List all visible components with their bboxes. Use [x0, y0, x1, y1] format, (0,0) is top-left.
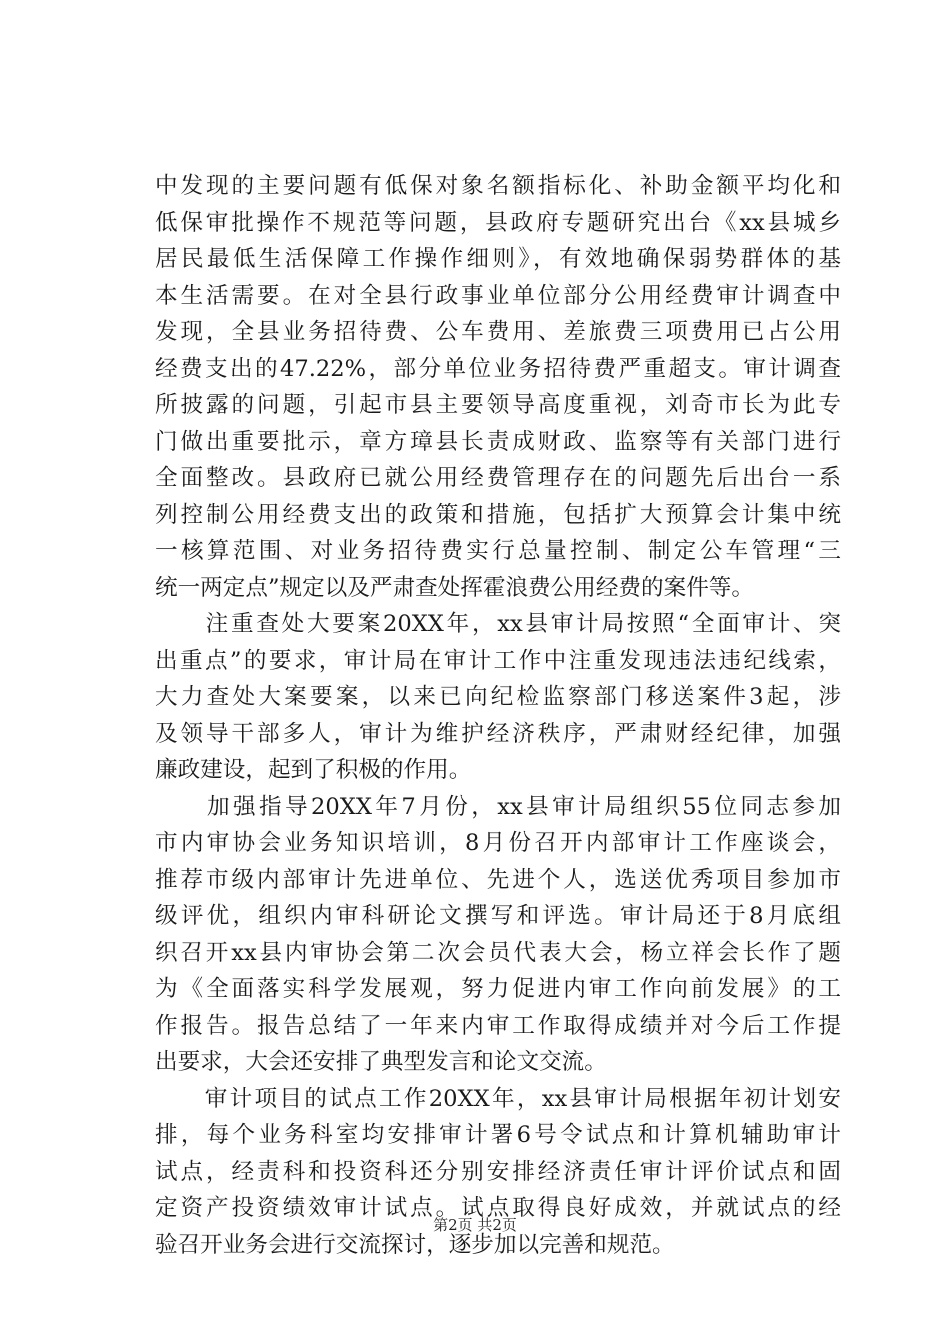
- text-line: 中发现的主要问题有低保对象名额指标化、补助金额平均化和: [155, 173, 841, 199]
- text-line: 定资产投资绩效审计试点。试点取得良好成效，并就试点的经: [155, 1195, 841, 1221]
- text-line: 经费支出的47.22%，部分单位业务招待费严重超支。审计调查: [155, 355, 841, 382]
- text-line: 所披露的问题，引起市县主要领导高度重视，刘奇市长为此专: [155, 392, 841, 418]
- text-line: 大力查处大案要案，以来已向纪检监察部门移送案件3起，涉: [155, 684, 841, 710]
- text-line: 为《全面落实科学发展观，努力促进内审工作向前发展》的工: [155, 976, 841, 1002]
- text-line: 一核算范围、对业务招待费实行总量控制、制定公车管理“三: [155, 538, 841, 564]
- text-line: 本生活需要。在对全县行政事业单位部分公用经费审计调查中: [155, 282, 841, 309]
- text-line: 注重查处大要案20XX年，xx县审计局按照“全面审计、突: [155, 611, 841, 637]
- text-line: 加强指导20XX年7月份，xx县审计局组织55位同志参加: [155, 793, 841, 820]
- paragraph-end-line: 廉政建设，起到了积极的作用。: [155, 757, 472, 783]
- text-line: 居民最低生活保障工作操作细则》，有效地确保弱势群体的基: [155, 246, 841, 272]
- text-line: 出重点”的要求，审计局在审计工作中注重发现违法违纪线索，: [155, 647, 841, 674]
- text-line: 推荐市级内部审计先进单位、先进个人，选送优秀项目参加市: [155, 866, 841, 893]
- text-line: 低保审批操作不规范等问题，县政府专题研究出台《xx县城乡: [155, 209, 841, 236]
- text-line: 级评优，组织内审科研论文撰写和评选。审计局还于8月底组: [155, 903, 841, 929]
- text-line: 排，每个业务科室均安排审计署6号令试点和计算机辅助审计: [155, 1122, 841, 1148]
- text-line: 列控制公用经费支出的政策和措施，包括扩大预算会计集中统: [155, 501, 841, 528]
- text-line: 发现，全县业务招待费、公车费用、差旅费三项费用已占公用: [155, 319, 841, 345]
- paragraph-end-line: 出要求，大会还安排了典型发言和论文交流。: [155, 1049, 607, 1075]
- page-footer: 第2页 共2页: [433, 1216, 517, 1234]
- paragraph-end-line: 统一两定点”规定以及严肃查处挥霍浪费公用经费的案件等。: [155, 574, 754, 601]
- text-line: 试点，经责科和投资科还分别安排经济责任审计评价试点和固: [155, 1158, 841, 1185]
- text-line: 门做出重要批示，章方璋县长责成财政、监察等有关部门进行: [155, 428, 841, 455]
- text-line: 织召开xx县内审协会第二次会员代表大会，杨立祥会长作了题: [155, 939, 841, 966]
- document-body: [155, 168, 841, 1263]
- text-line: 及领导干部多人，审计为维护经济秩序，严肃财经纪律，加强: [155, 720, 841, 747]
- text-line: 市内审协会业务知识培训，8月份召开内部审计工作座谈会，: [155, 830, 841, 856]
- text-line: 全面整改。县政府已就公用经费管理存在的问题先后出台一系: [155, 465, 841, 491]
- text-line: 作报告。报告总结了一年来内审工作取得成绩并对今后工作提: [155, 1012, 841, 1039]
- text-line: 审计项目的试点工作20XX年，xx县审计局根据年初计划安: [155, 1085, 841, 1112]
- paragraph-end-line: 验召开业务会进行交流探讨，逐步加以完善和规范。: [155, 1231, 675, 1258]
